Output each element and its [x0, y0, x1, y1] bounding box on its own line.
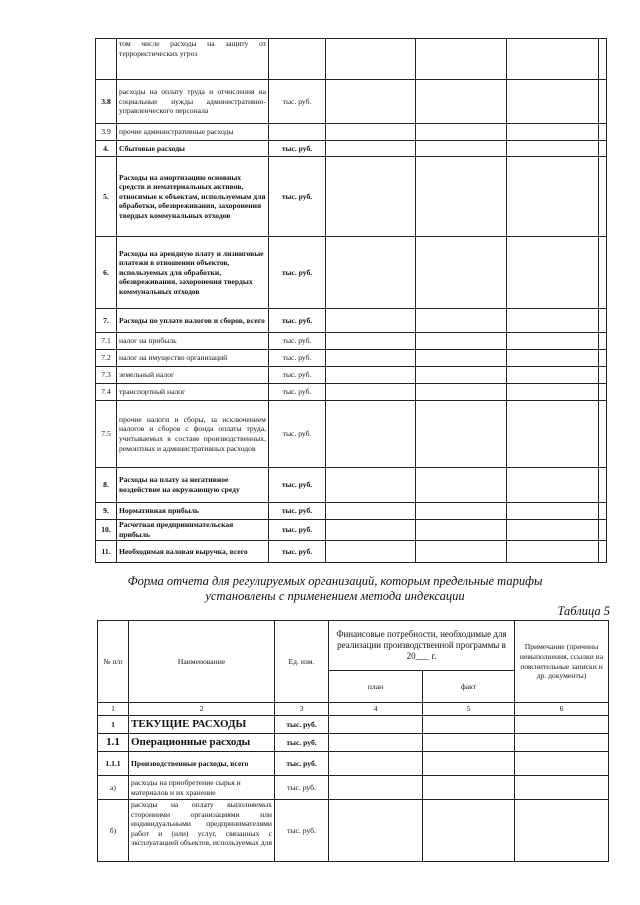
row-number: 11. [96, 541, 117, 563]
row-name: Расходы на амортизацию основных средств и нематериальных активов, относимые к объектам, используемым для обработки, обезвреживания, захоронения твердых коммунальных отходов [117, 157, 269, 237]
value-cell [326, 141, 416, 157]
table-row [96, 384, 607, 401]
row-unit [269, 124, 326, 141]
value-cell [599, 80, 607, 124]
value-cell [326, 350, 416, 367]
row-number: 7.2 [96, 350, 117, 367]
value-cell [599, 350, 607, 367]
value-cell [416, 468, 507, 503]
row-number: 3.9 [96, 124, 117, 141]
row-unit: тыс. руб. [269, 350, 326, 367]
value-cell [515, 776, 609, 800]
table-row [96, 520, 607, 541]
value-cell [507, 124, 599, 141]
col-number: 3 [275, 703, 329, 716]
row-name: прочие налоги и сборы, за исключением налогов и сборов с фонда оплаты труда, учитываемых в составе производственных, ремонтных и административных расходов [117, 401, 269, 468]
table-row [96, 141, 607, 157]
value-cell [507, 350, 599, 367]
header-fact: факт [423, 671, 515, 703]
table-row [96, 80, 607, 124]
value-cell [507, 367, 599, 384]
row-unit: тыс. руб. [269, 503, 326, 520]
table-row [98, 734, 609, 752]
row-name: Необходимая валовая выручка, всего [117, 541, 269, 563]
table-row [96, 401, 607, 468]
value-cell [416, 384, 507, 401]
table-row [98, 716, 609, 734]
row-unit: тыс. руб. [275, 800, 329, 862]
indexation-report-table [97, 620, 609, 862]
value-cell [326, 157, 416, 237]
value-cell [599, 468, 607, 503]
value-cell [416, 157, 507, 237]
value-cell [507, 468, 599, 503]
value-cell [507, 333, 599, 350]
row-unit: тыс. руб. [269, 141, 326, 157]
value-cell [423, 776, 515, 800]
row-name: Операционные расходы [129, 734, 275, 752]
value-cell [599, 237, 607, 309]
row-number [96, 39, 117, 80]
table-row [96, 157, 607, 237]
row-name: Сбытовые расходы [117, 141, 269, 157]
value-cell [507, 384, 599, 401]
value-cell [416, 309, 507, 333]
col-number: 2 [129, 703, 275, 716]
value-cell [507, 541, 599, 563]
row-name: расходы на оплату выполняемых сторонними организациями или индивидуальными предпринимателями работ и (или) услуг, связанных с эксплуатацией объектов, используемых для [129, 800, 275, 862]
value-cell [416, 333, 507, 350]
value-cell [416, 80, 507, 124]
table-row [96, 541, 607, 563]
row-name: налог на имущество организаций [117, 350, 269, 367]
row-name: земельный налог [117, 367, 269, 384]
value-cell [326, 80, 416, 124]
column-number-row [98, 703, 609, 716]
row-number: 4. [96, 141, 117, 157]
header-name: Наименование [129, 621, 275, 703]
row-number: 7.4 [96, 384, 117, 401]
row-number: 6. [96, 237, 117, 309]
value-cell [507, 237, 599, 309]
value-cell [326, 401, 416, 468]
row-unit: тыс. руб. [269, 157, 326, 237]
row-unit: тыс. руб. [269, 237, 326, 309]
row-name: Расчетная предпринимательская прибыль [117, 520, 269, 541]
value-cell [326, 468, 416, 503]
value-cell [329, 716, 423, 734]
row-name: расходы на оплату труда и отчисления на социальные нужды административно-управленческого персонала [117, 80, 269, 124]
row-unit: тыс. руб. [269, 309, 326, 333]
value-cell [515, 800, 609, 862]
form-title: Форма отчета для регулируемых организаций, которым предельные тарифы установлены с применением метода индексации [127, 574, 543, 603]
value-cell [423, 734, 515, 752]
value-cell [599, 541, 607, 563]
row-name: расходы на приобретение сырья и материалов и их хранение [129, 776, 275, 800]
row-unit: тыс. руб. [275, 716, 329, 734]
row-unit: тыс. руб. [275, 734, 329, 752]
value-cell [326, 309, 416, 333]
value-cell [507, 141, 599, 157]
row-number: б) [98, 800, 129, 862]
row-unit: тыс. руб. [269, 367, 326, 384]
row-name: транспортный налог [117, 384, 269, 401]
table-row [98, 776, 609, 800]
value-cell [507, 401, 599, 468]
value-cell [416, 503, 507, 520]
value-cell [423, 716, 515, 734]
value-cell [515, 752, 609, 776]
row-name: Производственные расходы, всего [129, 752, 275, 776]
value-cell [326, 384, 416, 401]
row-name: прочие административные расходы [117, 124, 269, 141]
value-cell [599, 367, 607, 384]
value-cell [416, 124, 507, 141]
value-cell [599, 520, 607, 541]
value-cell [326, 124, 416, 141]
table-row [96, 39, 607, 80]
value-cell [329, 734, 423, 752]
row-name: том числе расходы на защиту от террористических угроз [117, 39, 269, 80]
value-cell [329, 776, 423, 800]
row-unit: тыс. руб. [269, 520, 326, 541]
table-row [96, 350, 607, 367]
value-cell [326, 503, 416, 520]
col-number: 6 [515, 703, 609, 716]
header-plan: план [329, 671, 423, 703]
row-unit [269, 39, 326, 80]
value-cell [416, 520, 507, 541]
row-number: 5. [96, 157, 117, 237]
table-row [96, 237, 607, 309]
table-row [96, 124, 607, 141]
row-name: Расходы на арендную плату и лизинговые платежи в отношении объектов, используемых для обработки, обезвреживания, захоронения твердых коммунальных отходов [117, 237, 269, 309]
value-cell [599, 157, 607, 237]
value-cell [599, 503, 607, 520]
value-cell [599, 124, 607, 141]
table-label: Таблица 5 [557, 604, 610, 618]
header-num: № п/п [98, 621, 129, 703]
table-row [98, 800, 609, 862]
row-number: 7.3 [96, 367, 117, 384]
row-unit: тыс. руб. [269, 468, 326, 503]
row-number: 7.1 [96, 333, 117, 350]
value-cell [599, 333, 607, 350]
value-cell [416, 350, 507, 367]
row-number: а) [98, 776, 129, 800]
row-unit: тыс. руб. [269, 541, 326, 563]
value-cell [329, 752, 423, 776]
value-cell [329, 800, 423, 862]
row-number: 9. [96, 503, 117, 520]
value-cell [326, 541, 416, 563]
value-cell [416, 541, 507, 563]
row-number: 7.5 [96, 401, 117, 468]
header-unit: Ед. изм. [275, 621, 329, 703]
row-unit: тыс. руб. [269, 333, 326, 350]
value-cell [507, 39, 599, 80]
row-unit: тыс. руб. [269, 401, 326, 468]
row-name: Расходы по уплате налогов и сборов, всего [117, 309, 269, 333]
value-cell [599, 39, 607, 80]
value-cell [416, 237, 507, 309]
header-note: Примечание (причины невыполнения, ссылки на пояснительные записки и др. документы) [515, 621, 609, 703]
row-unit: тыс. руб. [269, 80, 326, 124]
value-cell [515, 734, 609, 752]
col-number: 4 [329, 703, 423, 716]
row-name: ТЕКУЩИЕ РАСХОДЫ [129, 716, 275, 734]
table-row [96, 468, 607, 503]
row-name: налог на прибыль [117, 333, 269, 350]
row-number: 1 [98, 716, 129, 734]
value-cell [507, 309, 599, 333]
value-cell [507, 503, 599, 520]
value-cell [599, 141, 607, 157]
value-cell [507, 157, 599, 237]
value-cell [326, 520, 416, 541]
value-cell [515, 716, 609, 734]
value-cell [599, 309, 607, 333]
value-cell [507, 80, 599, 124]
row-number: 1.1.1 [98, 752, 129, 776]
value-cell [416, 367, 507, 384]
row-unit: тыс. руб. [275, 776, 329, 800]
value-cell [599, 384, 607, 401]
row-number: 3.8 [96, 80, 117, 124]
table-row [98, 752, 609, 776]
table-row [96, 333, 607, 350]
value-cell [326, 367, 416, 384]
row-name: Нормативная прибыль [117, 503, 269, 520]
table-row [96, 367, 607, 384]
value-cell [507, 520, 599, 541]
row-unit: тыс. руб. [275, 752, 329, 776]
value-cell [326, 333, 416, 350]
value-cell [599, 401, 607, 468]
row-number: 8. [96, 468, 117, 503]
cost-table-continued [95, 38, 607, 563]
value-cell [326, 39, 416, 80]
value-cell [416, 39, 507, 80]
header-finance: Финансовые потребности, необходимые для реализации производственной программы в 20___ г. [329, 621, 515, 671]
col-number: 1 [98, 703, 129, 716]
row-number: 1.1 [98, 734, 129, 752]
table-row [96, 309, 607, 333]
value-cell [416, 141, 507, 157]
header-row [98, 621, 609, 671]
row-unit: тыс. руб. [269, 384, 326, 401]
row-name: Расходы на плату за негативное воздействие на окружающую среду [117, 468, 269, 503]
value-cell [423, 800, 515, 862]
row-number: 7. [96, 309, 117, 333]
value-cell [416, 401, 507, 468]
row-number: 10. [96, 520, 117, 541]
table-row [96, 503, 607, 520]
value-cell [423, 752, 515, 776]
value-cell [326, 237, 416, 309]
col-number: 5 [423, 703, 515, 716]
